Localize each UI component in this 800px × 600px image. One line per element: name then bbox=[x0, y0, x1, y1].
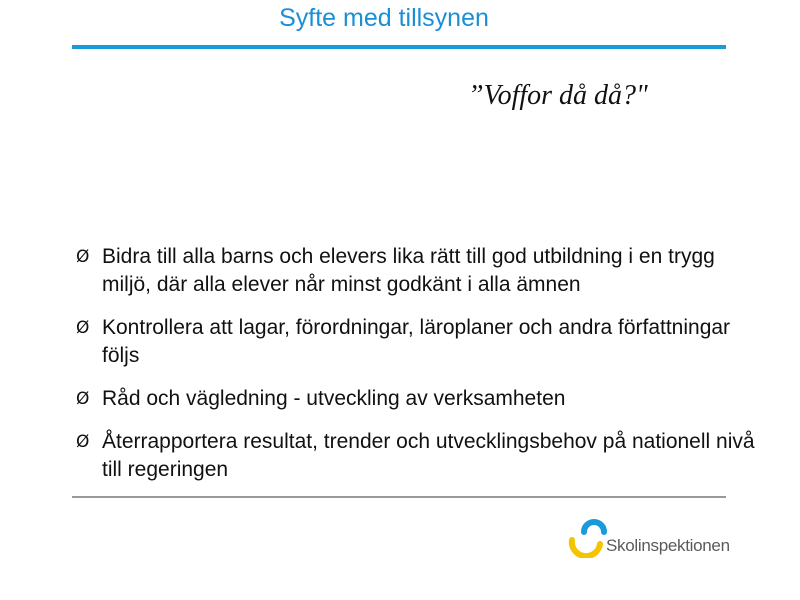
arrow-bullet-icon: Ø bbox=[76, 318, 90, 338]
bullet-item bbox=[76, 314, 756, 370]
title-divider bbox=[72, 45, 726, 49]
bullet-list bbox=[76, 243, 756, 499]
bullet-text: Återrapportera resultat, trender och utvecklingsbehov på nationell nivå till regeringen bbox=[102, 430, 755, 481]
bullet-text: Råd och vägledning - utveckling av verksamheten bbox=[102, 387, 566, 410]
skolinspektionen-logo bbox=[566, 514, 736, 562]
bullet-item bbox=[76, 243, 756, 299]
footer-divider bbox=[72, 496, 726, 498]
bullet-text: Kontrollera att lagar, förordningar, läroplaner och andra författningar följs bbox=[102, 316, 731, 367]
slide-quote: ”Voffor då då?" bbox=[468, 80, 648, 111]
arrow-bullet-icon: Ø bbox=[76, 389, 90, 409]
bullet-item bbox=[76, 385, 756, 413]
arrow-bullet-icon: Ø bbox=[76, 247, 90, 267]
slide-title: Syfte med tillsynen bbox=[279, 4, 489, 32]
arrow-bullet-icon: Ø bbox=[76, 432, 90, 452]
logo-text: Skolinspektionen bbox=[606, 536, 730, 555]
bullet-item bbox=[76, 428, 756, 484]
bullet-text: Bidra till alla barns och elevers lika rätt till god utbildning i en trygg miljö, där alla elever når minst godkänt i alla ämnen bbox=[102, 245, 715, 296]
